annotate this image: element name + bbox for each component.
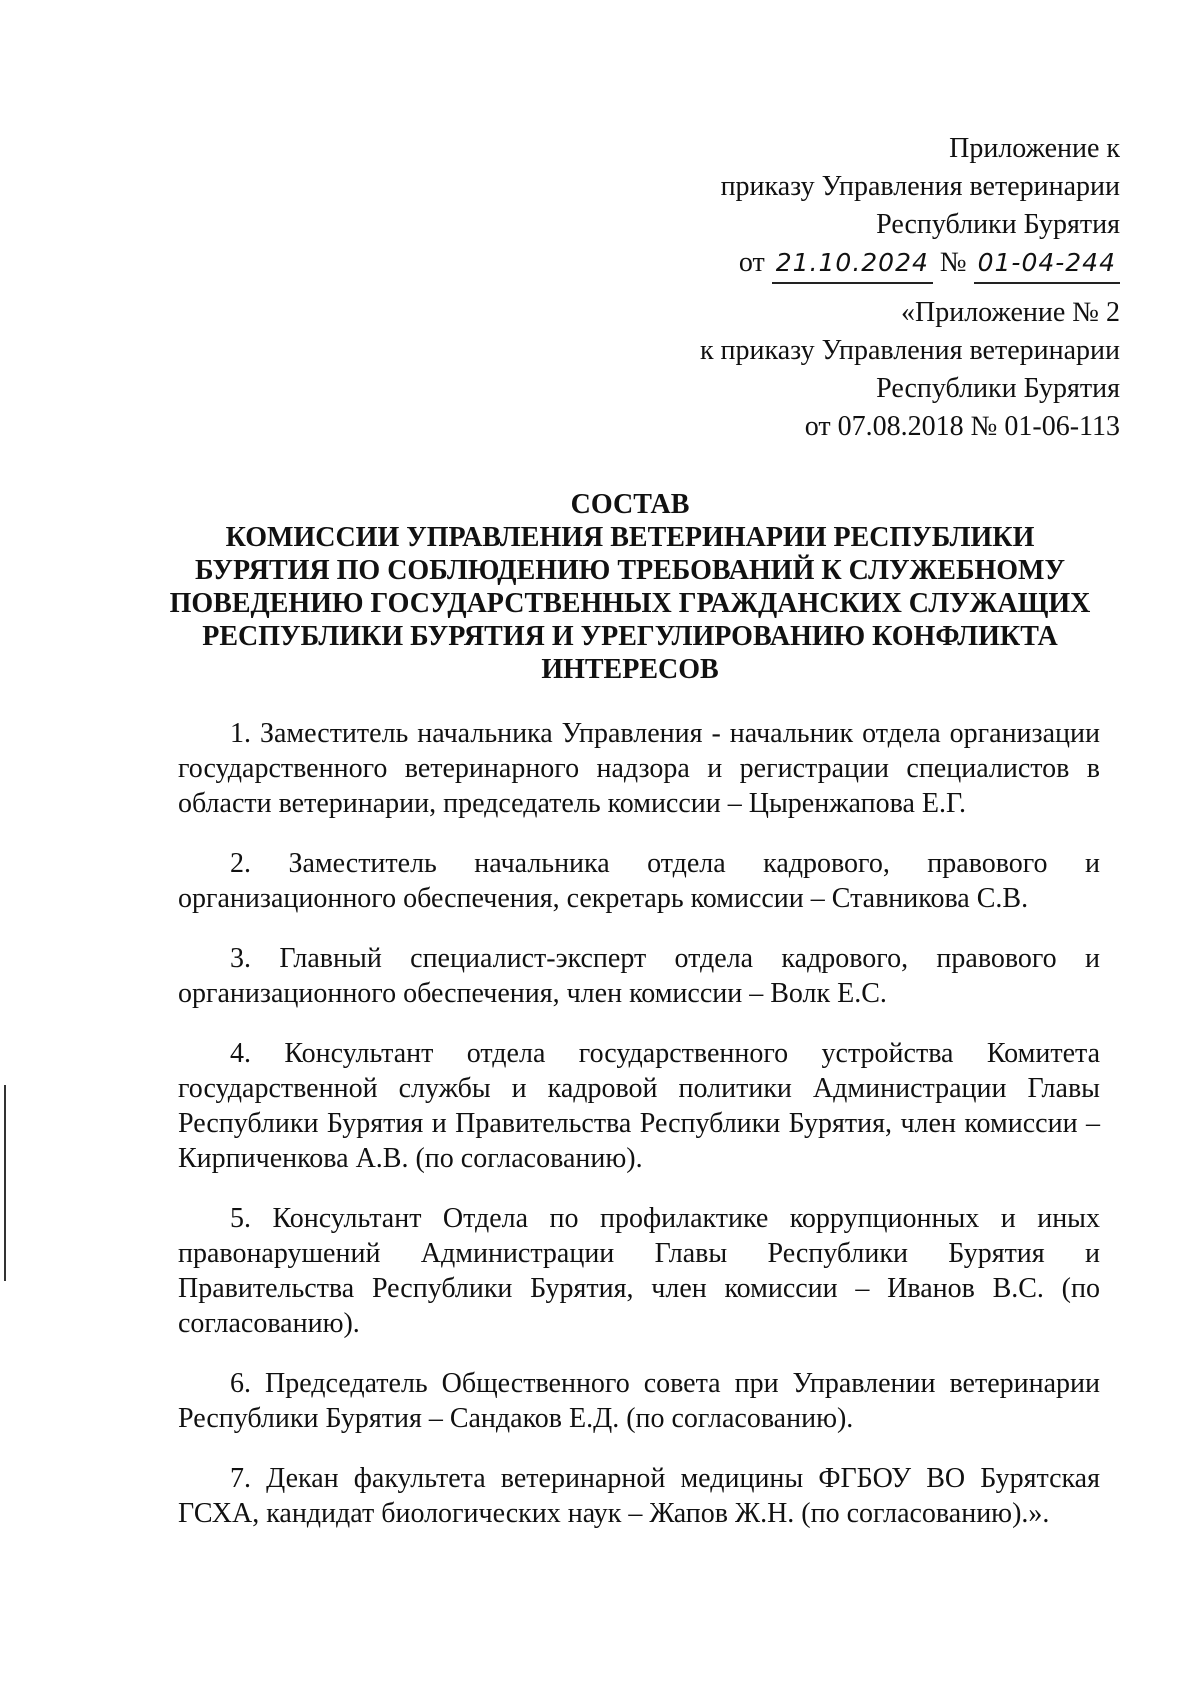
member-item-2: 2. Заместитель начальника отдела кадрового, правового и организационного обеспечения, секретарь комиссии – Ставникова С.В. (178, 848, 1100, 914)
previous-republic-line: Республики Бурятия (876, 373, 1120, 404)
member-item-5: 5. Консультант Отдела по профилактике коррупционных и иных правонарушений Администрации Главы Республики Бурятия и Правительства Республики Бурятия, член комиссии – Иванов В.С. (по согласованию). (178, 1203, 1100, 1339)
commission-members-list (178, 716, 1100, 1556)
member-item-1: 1. Заместитель начальника Управления - начальник отдела организации государственного ветеринарного надзора и регистрации специалистов в области ветеринарии, председатель комиссии – Цыренжапова Е.Г. (178, 718, 1100, 819)
previous-order-line: к приказу Управления ветеринарии (699, 335, 1120, 366)
document-heading (160, 488, 1100, 686)
attachment-order-line: приказу Управления ветеринарии (720, 171, 1120, 202)
number-sign: № (939, 247, 967, 278)
previous-attachment-header (700, 294, 1120, 446)
previous-date-line: от 07.08.2018 № 01-06-113 (804, 411, 1120, 442)
attachment-title: Приложение к (949, 133, 1120, 164)
heading-line: БУРЯТИЯ ПО СОБЛЮДЕНИЮ ТРЕБОВАНИЙ К СЛУЖЕБНОМУ (194, 555, 1066, 586)
heading-line: ПОВЕДЕНИЮ ГОСУДАРСТВЕННЫХ ГРАЖДАНСКИХ СЛУЖАЩИХ (169, 588, 1091, 619)
heading-line: ИНТЕРЕСОВ (541, 654, 719, 685)
heading-line: СОСТАВ (570, 489, 690, 520)
member-item-4: 4. Консультант отдела государственного устройства Комитета государственной службы и кадровой политики Администрации Главы Республики Бурятия и Правительства Республики Бурятия, член комиссии – Кирпиченкова А.В. (по согласованию). (178, 1038, 1100, 1174)
heading-line: КОМИССИИ УПРАВЛЕНИЯ ВЕТЕРИНАРИИ РЕСПУБЛИКИ (225, 522, 1035, 553)
handwritten-number: 01-04-244 (974, 244, 1120, 284)
member-item-7: 7. Декан факультета ветеринарной медицины ФГБОУ ВО Бурятская ГСХА, кандидат биологических наук – Жапов Ж.Н. (по согласованию).». (178, 1463, 1100, 1529)
scan-margin-mark (4, 1085, 6, 1281)
member-item-3: 3. Главный специалист-эксперт отдела кадрового, правового и организационного обеспечения, член комиссии – Волк Е.С. (178, 943, 1100, 1009)
attachment-republic-line: Республики Бурятия (876, 209, 1120, 240)
member-item-6: 6. Председатель Общественного совета при Управлении ветеринарии Республики Бурятия – Сандаков Е.Д. (по согласованию). (178, 1368, 1100, 1434)
attachment-header (721, 130, 1120, 284)
handwritten-date: 21.10.2024 (772, 244, 933, 284)
heading-line: РЕСПУБЛИКИ БУРЯТИЯ И УРЕГУЛИРОВАНИЮ КОНФЛИКТА (202, 621, 1058, 652)
date-prefix: от (738, 247, 765, 278)
attachment-date-line (721, 244, 1120, 284)
previous-title: «Приложение № 2 (901, 297, 1120, 328)
